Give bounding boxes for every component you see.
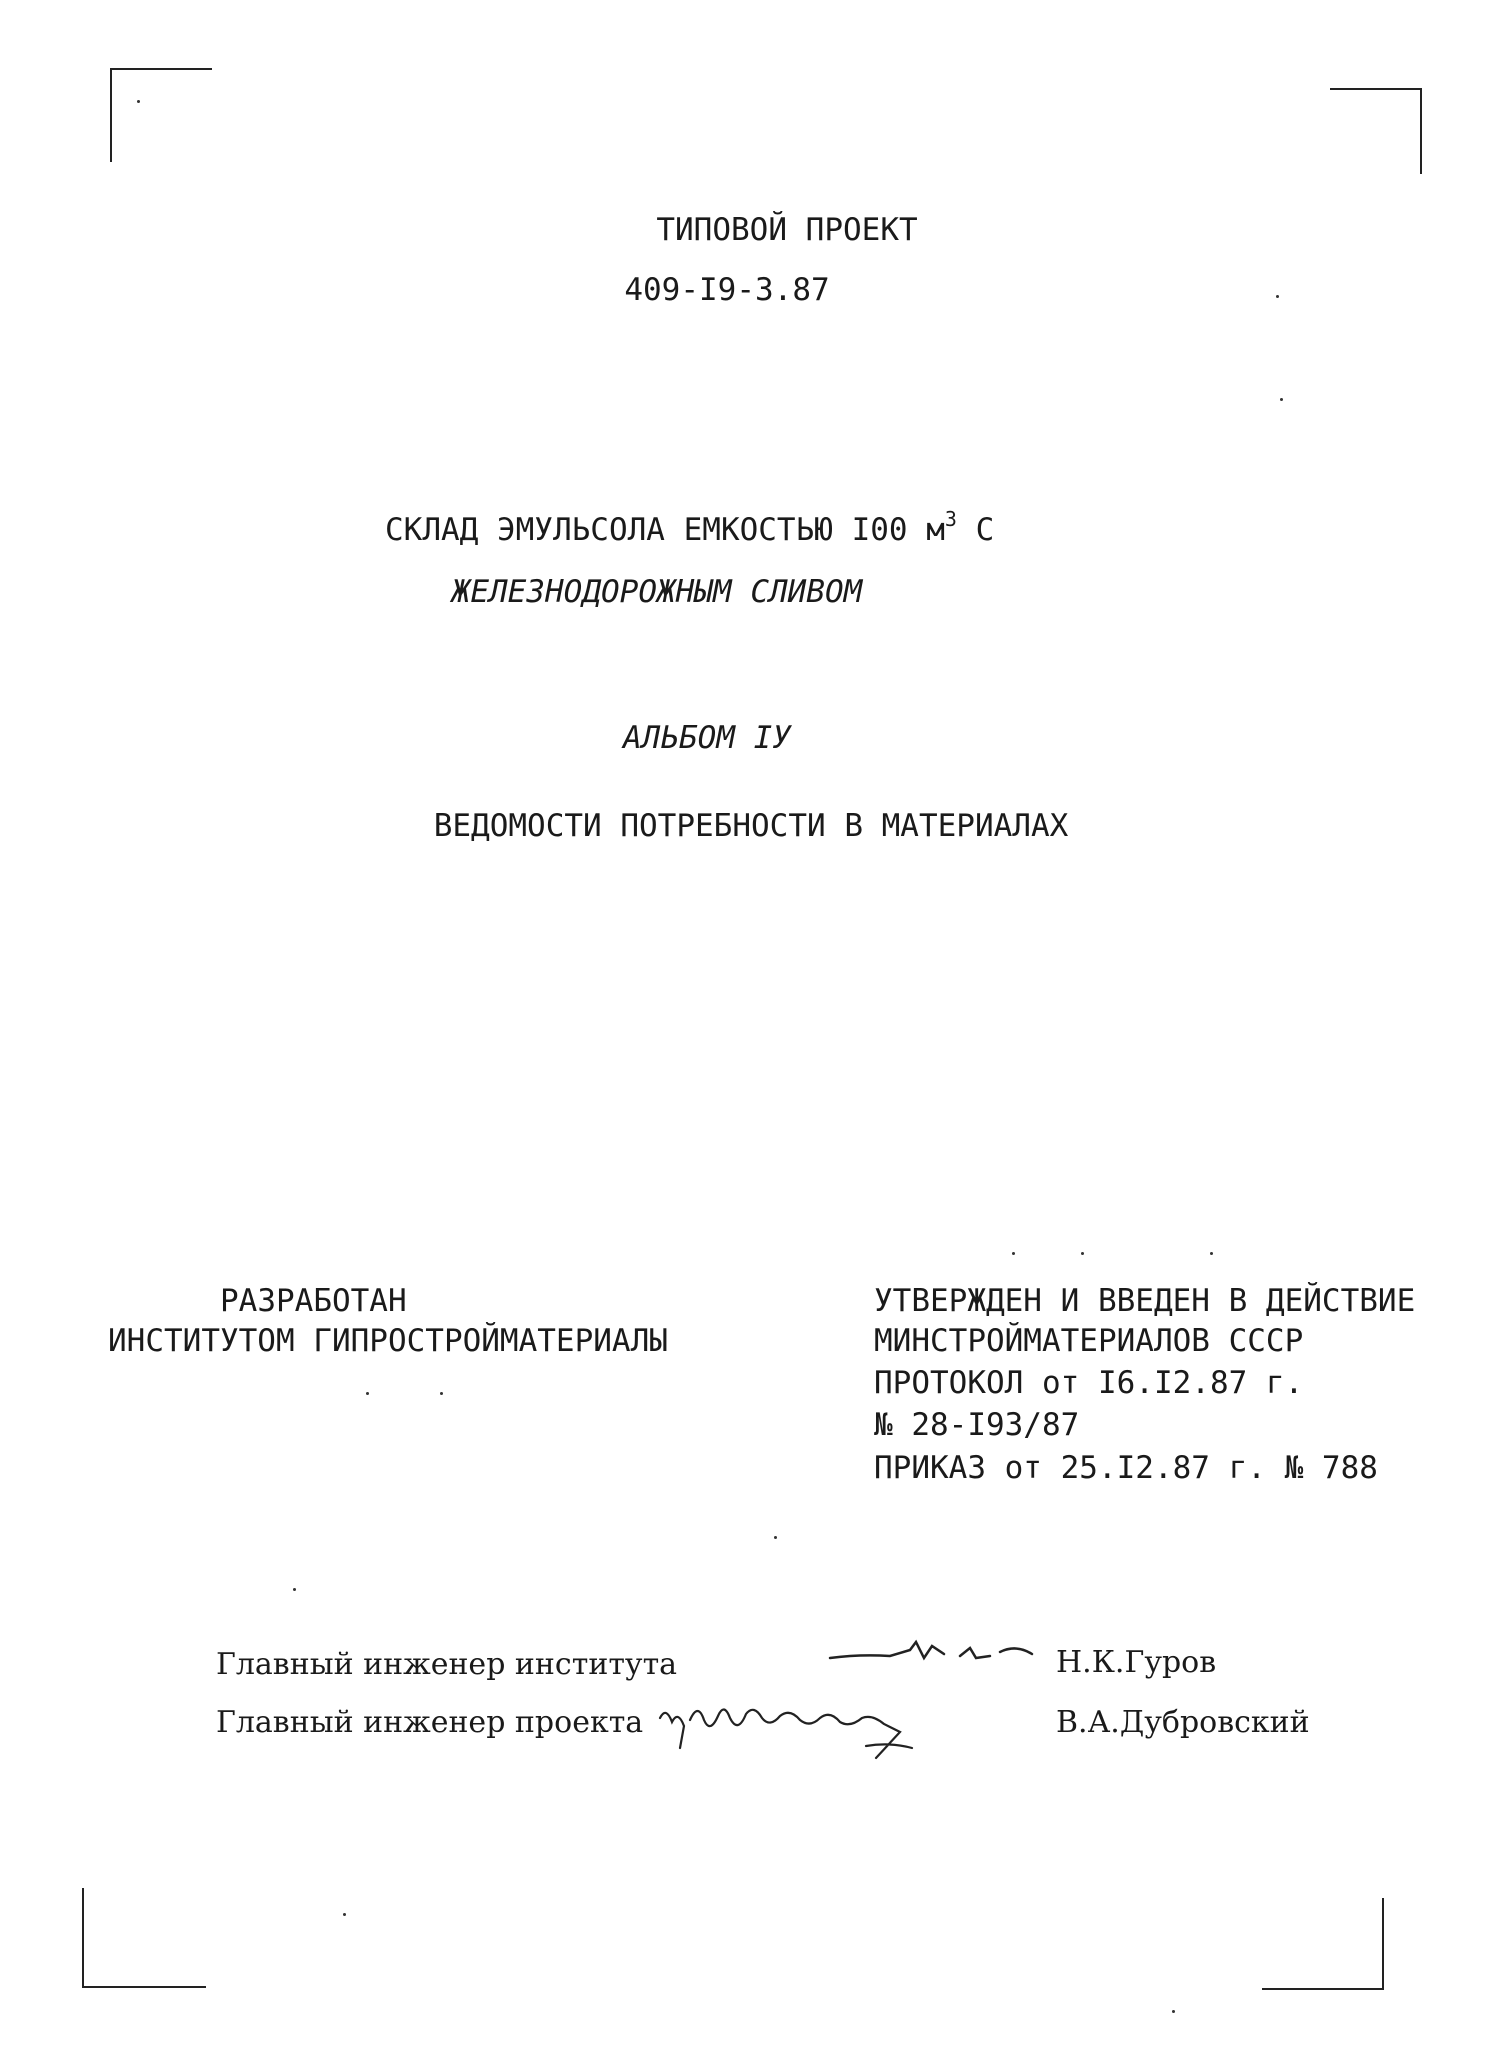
corner-mark-bottom-right	[1262, 1898, 1384, 1990]
document-subtitle: ВЕДОМОСТИ ПОТРЕБНОСТИ В МАТЕРИАЛАХ	[433, 808, 1069, 844]
scan-speck	[1081, 1252, 1084, 1255]
handwritten-signature-1	[820, 1628, 1040, 1678]
signatory-role: Главный инженер проекта	[216, 1705, 644, 1740]
approval-line: ПРОТОКОЛ от I6.I2.87 г.	[874, 1365, 1304, 1401]
approval-line: № 28-I93/87	[874, 1407, 1080, 1443]
scan-speck	[774, 1536, 777, 1539]
title-line-1-end: С	[956, 512, 995, 548]
title-line-2: ЖЕЛЕЗНОДОРОЖНЫМ СЛИВОМ	[451, 574, 863, 610]
approval-line: УТВЕРЖДЕН И ВВЕДЕН В ДЕЙСТВИЕ	[874, 1283, 1416, 1319]
developed-label: РАЗРАБОТАН	[220, 1283, 407, 1319]
scan-speck	[1172, 2010, 1175, 2013]
scan-speck	[343, 1913, 346, 1916]
approval-line: МИНСТРОЙМАТЕРИАЛОВ СССР	[874, 1323, 1304, 1359]
project-type: ТИПОВОЙ ПРОЕКТ	[656, 212, 918, 248]
signatory-name: В.А.Дубровский	[1056, 1705, 1310, 1740]
title-line-1	[385, 507, 995, 550]
approval-line: ПРИКАЗ от 25.I2.87 г. № 788	[874, 1450, 1378, 1486]
corner-mark-top-right	[1330, 88, 1422, 174]
scan-speck	[1012, 1252, 1015, 1255]
project-number: 409-I9-3.87	[624, 272, 830, 308]
scan-speck	[1280, 398, 1283, 401]
signatory-name: Н.К.Гуров	[1056, 1645, 1217, 1680]
scan-speck	[440, 1392, 443, 1395]
scan-speck	[1276, 295, 1279, 298]
title-line-1-main: СКЛАД ЭМУЛЬСОЛА ЕМКОСТЬЮ I00 м	[385, 512, 945, 548]
signatory-role: Главный инженер института	[216, 1647, 678, 1682]
scan-speck	[1210, 1252, 1213, 1255]
corner-mark-top-left	[110, 68, 212, 162]
handwritten-signature-2	[640, 1688, 1000, 1778]
scan-speck	[366, 1392, 369, 1395]
scan-speck	[293, 1588, 296, 1591]
title-superscript: 3	[944, 507, 957, 531]
developed-by: ИНСТИТУТОМ ГИПРОСТРОЙМАТЕРИАЛЫ	[108, 1323, 668, 1359]
scan-speck	[137, 100, 140, 103]
album-title: АЛЬБОМ IУ	[623, 720, 791, 756]
corner-mark-bottom-left	[82, 1888, 206, 1988]
